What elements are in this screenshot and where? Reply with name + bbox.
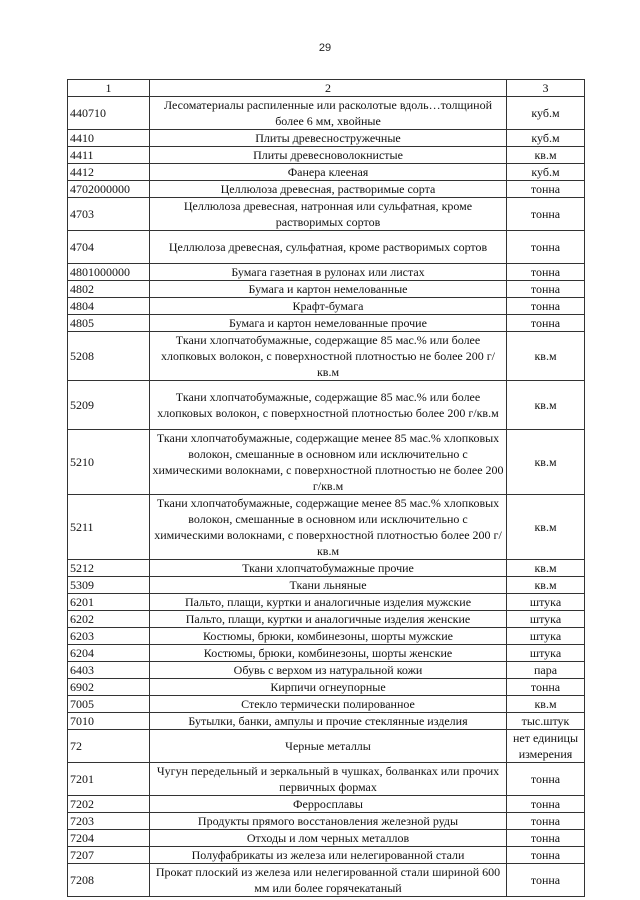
table-row [68,97,585,130]
table-row [68,164,585,181]
unit-cell: штука [507,628,585,645]
table-body [68,97,585,897]
name-cell: Ткани хлопчатобумажные, содержащие менее 85 мас.% хлопковых волокон, смешанные в основном или исключительно с химическими волокнами, с поверхностной плотностью не более 200 г/кв.м [150,430,507,495]
unit-cell: штука [507,594,585,611]
unit-cell: тонна [507,264,585,281]
code-cell: 5209 [68,381,150,430]
name-cell: Продукты прямого восстановления железной руды [150,813,507,830]
code-cell: 4801000000 [68,264,150,281]
code-cell: 5211 [68,495,150,560]
table-row [68,332,585,381]
table-row [68,147,585,164]
unit-cell: тонна [507,679,585,696]
unit-cell: тыс.штук [507,713,585,730]
name-cell: Целлюлоза древесная, натронная или сульфатная, кроме растворимых сортов [150,198,507,231]
code-cell: 7204 [68,830,150,847]
table-row [68,381,585,430]
table-row [68,763,585,796]
name-cell: Отходы и лом черных металлов [150,830,507,847]
name-cell: Плиты древесностружечные [150,130,507,147]
unit-cell: пара [507,662,585,679]
code-cell: 7201 [68,763,150,796]
table-row [68,679,585,696]
code-cell: 5208 [68,332,150,381]
unit-cell: штука [507,645,585,662]
code-cell: 6202 [68,611,150,628]
code-cell: 7005 [68,696,150,713]
table-row [68,560,585,577]
table-row [68,198,585,231]
table-row [68,298,585,315]
table-row [68,430,585,495]
unit-cell: тонна [507,830,585,847]
name-cell: Стекло термически полированное [150,696,507,713]
code-cell: 4804 [68,298,150,315]
unit-cell: тонна [507,796,585,813]
name-cell: Пальто, плащи, куртки и аналогичные изделия мужские [150,594,507,611]
code-cell: 6201 [68,594,150,611]
code-cell: 7010 [68,713,150,730]
code-cell: 7208 [68,864,150,897]
unit-cell: тонна [507,864,585,897]
code-cell: 7207 [68,847,150,864]
unit-cell: куб.м [507,130,585,147]
code-cell: 4704 [68,231,150,264]
code-cell: 4702000000 [68,181,150,198]
name-cell: Крафт-бумага [150,298,507,315]
unit-cell: тонна [507,315,585,332]
table-row [68,495,585,560]
code-cell: 4805 [68,315,150,332]
code-cell: 440710 [68,97,150,130]
unit-cell: кв.м [507,430,585,495]
unit-cell: кв.м [507,147,585,164]
column-header-name: 2 [150,80,507,97]
code-cell: 4703 [68,198,150,231]
name-cell: Целлюлоза древесная, сульфатная, кроме растворимых сортов [150,231,507,264]
unit-cell: тонна [507,298,585,315]
name-cell: Лесоматериалы распиленные или расколотые вдоль…толщиной более 6 мм, хвойные [150,97,507,130]
name-cell: Плиты древесноволокнистые [150,147,507,164]
name-cell: Целлюлоза древесная, растворимые сорта [150,181,507,198]
name-cell: Пальто, плащи, куртки и аналогичные изделия женские [150,611,507,628]
unit-cell: куб.м [507,97,585,130]
name-cell: Ткани льняные [150,577,507,594]
name-cell: Бумага и картон немелованные [150,281,507,298]
code-cell: 4412 [68,164,150,181]
name-cell: Обувь с верхом из натуральной кожи [150,662,507,679]
name-cell: Ткани хлопчатобумажные, содержащие 85 мас.% или более хлопковых волокон, с поверхностной плотностью не более 200 г/кв.м [150,332,507,381]
table-row [68,264,585,281]
page-number: 29 [318,42,332,54]
name-cell: Кирпичи огнеупорные [150,679,507,696]
code-cell: 5212 [68,560,150,577]
table-row [68,796,585,813]
table-row [68,813,585,830]
name-cell: Фанера клееная [150,164,507,181]
code-cell: 4802 [68,281,150,298]
table-row [68,231,585,264]
unit-cell: тонна [507,847,585,864]
unit-cell: тонна [507,281,585,298]
unit-cell: кв.м [507,696,585,713]
code-cell: 6203 [68,628,150,645]
table-row [68,645,585,662]
table-row [68,611,585,628]
name-cell: Бумага и картон немелованные прочие [150,315,507,332]
unit-cell: куб.м [507,164,585,181]
unit-cell: кв.м [507,577,585,594]
unit-cell: кв.м [507,495,585,560]
name-cell: Ткани хлопчатобумажные прочие [150,560,507,577]
unit-cell: тонна [507,181,585,198]
table-row [68,130,585,147]
table-row [68,730,585,763]
unit-cell: тонна [507,198,585,231]
code-cell: 72 [68,730,150,763]
name-cell: Ткани хлопчатобумажные, содержащие менее 85 мас.% хлопковых волокон, смешанные в основном или исключительно с химическими волокнами, с поверхностной плотностью более 200 г/кв.м [150,495,507,560]
code-cell: 7202 [68,796,150,813]
name-cell: Черные металлы [150,730,507,763]
code-cell: 4411 [68,147,150,164]
name-cell: Чугун передельный и зеркальный в чушках, болванках или прочих первичных формах [150,763,507,796]
code-cell: 4410 [68,130,150,147]
name-cell: Ткани хлопчатобумажные, содержащие 85 мас.% или более хлопковых волокон, с поверхностной плотностью более 200 г/кв.м [150,381,507,430]
code-cell: 5309 [68,577,150,594]
code-cell: 7203 [68,813,150,830]
column-header-unit: 3 [507,80,585,97]
unit-cell: кв.м [507,332,585,381]
name-cell: Прокат плоский из железа или нелегированной стали шириной 600 мм или более горячекатаный [150,864,507,897]
name-cell: Полуфабрикаты из железа или нелегированной стали [150,847,507,864]
code-cell: 6902 [68,679,150,696]
name-cell: Бумага газетная в рулонах или листах [150,264,507,281]
table-row [68,830,585,847]
name-cell: Костюмы, брюки, комбинезоны, шорты мужские [150,628,507,645]
table-row [68,696,585,713]
table-row [68,181,585,198]
unit-cell: кв.м [507,560,585,577]
name-cell: Бутылки, банки, ампулы и прочие стеклянные изделия [150,713,507,730]
unit-cell: тонна [507,763,585,796]
name-cell: Костюмы, брюки, комбинезоны, шорты женские [150,645,507,662]
column-header-code: 1 [68,80,150,97]
table-row [68,847,585,864]
table-row [68,864,585,897]
table-row [68,662,585,679]
table-row [68,628,585,645]
unit-cell: кв.м [507,381,585,430]
table-row [68,315,585,332]
table-header-row [68,80,585,97]
unit-cell: тонна [507,813,585,830]
code-cell: 6403 [68,662,150,679]
commodity-table [67,79,585,897]
code-cell: 5210 [68,430,150,495]
unit-cell: тонна [507,231,585,264]
table-row [68,577,585,594]
table-row [68,281,585,298]
unit-cell: штука [507,611,585,628]
unit-cell: нет единицы измерения [507,730,585,763]
table-row [68,594,585,611]
name-cell: Ферросплавы [150,796,507,813]
code-cell: 6204 [68,645,150,662]
table-row [68,713,585,730]
